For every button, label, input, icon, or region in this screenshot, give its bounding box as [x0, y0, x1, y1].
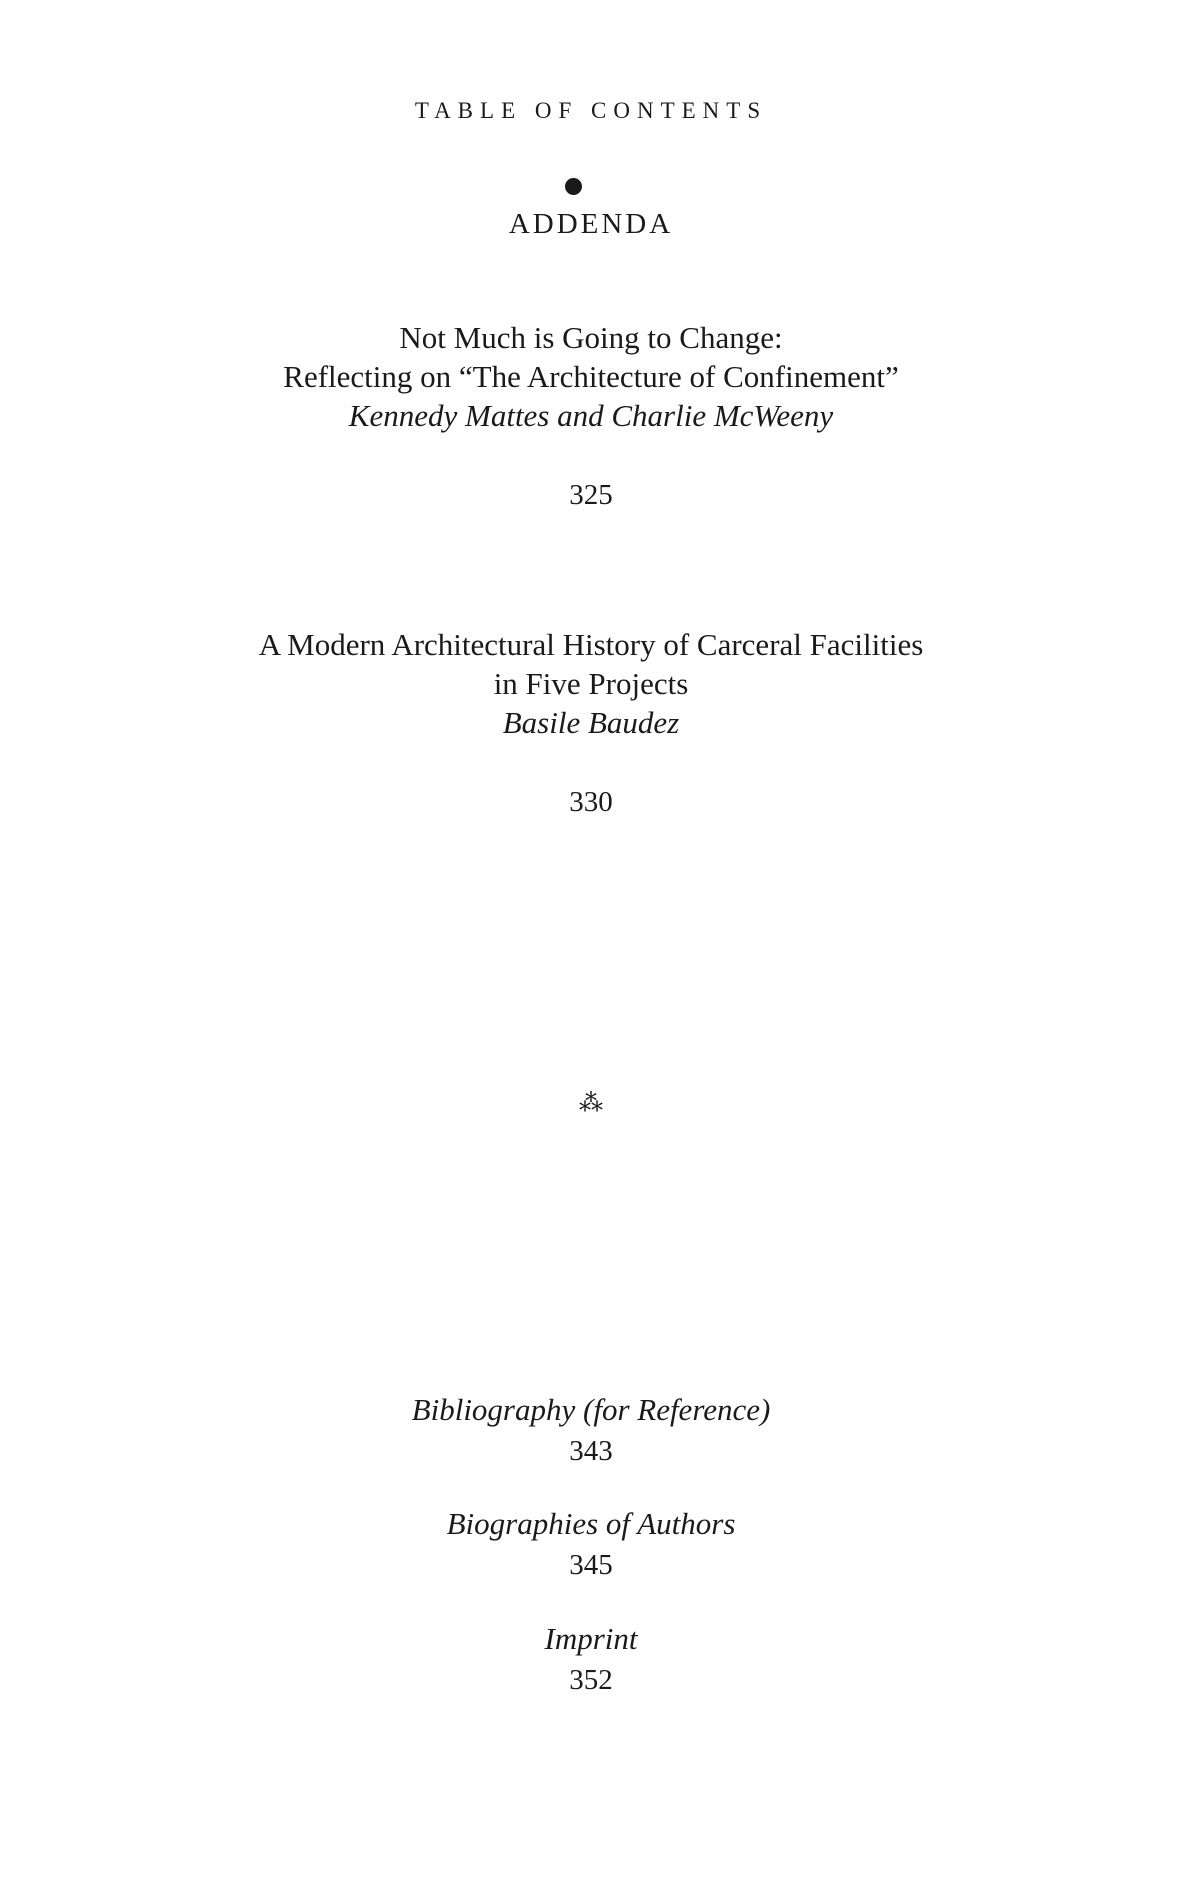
section-title: ADDENDA: [508, 208, 674, 240]
back-matter-page-number[interactable]: 343: [569, 1435, 613, 1467]
back-matter-page-number[interactable]: 345: [569, 1549, 613, 1581]
entry-author: Basile Baudez: [502, 705, 680, 740]
entry-title-line: Reflecting on “The Architecture of Confinement”: [283, 359, 899, 394]
bullet-icon: [565, 178, 582, 195]
entry-title-line: in Five Projects: [493, 666, 689, 701]
back-matter-page-number[interactable]: 352: [569, 1664, 613, 1696]
toc-entry[interactable]: [0, 318, 1182, 435]
back-matter-title[interactable]: Biographies of Authors: [446, 1506, 736, 1541]
entry-page-number[interactable]: 325: [569, 479, 613, 511]
toc-entry[interactable]: [0, 625, 1182, 742]
entry-page-number[interactable]: 330: [569, 786, 613, 818]
entry-title-line: Not Much is Going to Change:: [399, 320, 783, 355]
back-matter-title[interactable]: Imprint: [544, 1621, 638, 1656]
back-matter-title[interactable]: Bibliography (for Reference): [411, 1392, 771, 1427]
asterism-separator: ⁂: [579, 1089, 603, 1117]
entry-author: Kennedy Mattes and Charlie McWeeny: [348, 398, 834, 433]
entry-title-line: A Modern Architectural History of Carceral Facilities: [258, 627, 924, 662]
running-head: TABLE OF CONTENTS: [414, 98, 768, 123]
